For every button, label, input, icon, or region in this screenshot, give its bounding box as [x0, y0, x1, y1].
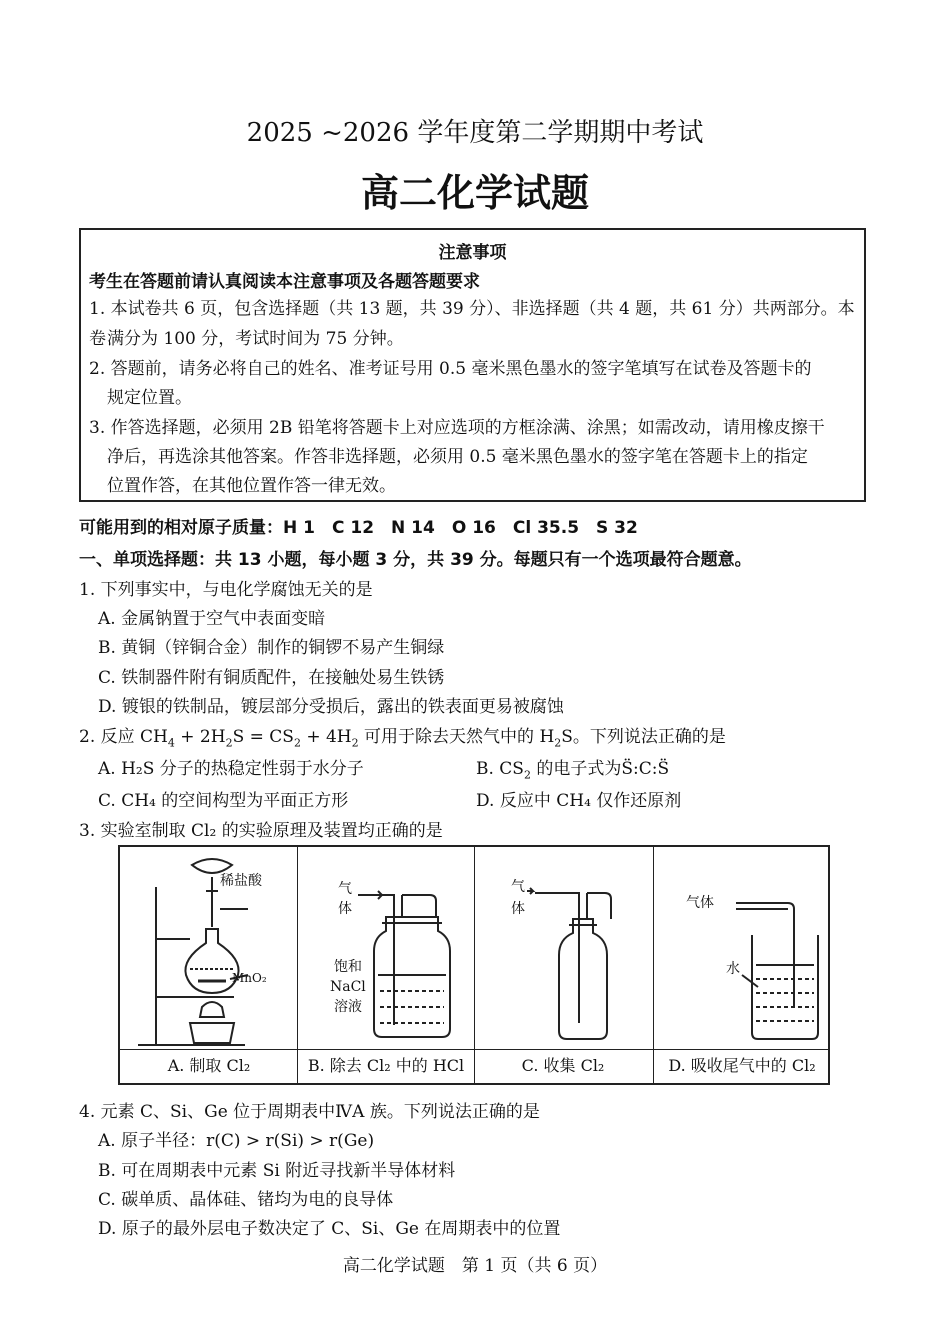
notice-item-2-line2: 规定位置。 [107, 388, 192, 408]
caption-d: D. 吸收尾气中的 Cl₂ [668, 1056, 816, 1075]
q4-option-d: D. 原子的最外层电子数决定了 C、Si、Ge 在周期表中的位置 [98, 1219, 561, 1239]
q3-apparatus-figure [118, 845, 830, 1085]
q2-stem: 2. 反应 $CH_4 + 2H_2S = CS_2 + 4H_2$ 可用于除去天然气中的 $H_2S$。下列说法正确的是 [79, 727, 726, 750]
q1-option-d: D. 镀银的铁制品，镀层部分受损后，露出的铁表面更易被腐蚀 [98, 697, 564, 717]
svg-text:体: 体 [338, 901, 352, 917]
q1-stem: 1. 下列事实中，与电化学腐蚀无关的是 [79, 580, 373, 600]
page-footer: 高二化学试题 第 1 页（共 6 页） [342, 1256, 608, 1276]
svg-text:溶液: 溶液 [334, 999, 362, 1015]
label-mno2: MnO₂ [232, 971, 267, 985]
q4-stem: 4. 元素 C、Si、Ge 位于周期表中ⅣA 族。下列说法正确的是 [79, 1102, 540, 1122]
exam-title: 2025 ~2026 学年度第二学期期中考试 [246, 118, 704, 148]
svg-text:气体: 气体 [686, 895, 714, 911]
caption-b: B. 除去 Cl₂ 中的 HCl [307, 1056, 465, 1075]
subject-title: 高二化学试题 [360, 170, 589, 215]
apparatus-b-drawing [298, 847, 474, 1049]
q2-option-b: B. $CS_2$ 的电子式为S̈:C:S̈ [476, 759, 670, 782]
notice-item-1-line2: 满分为 100 分，考试时间为 75 分钟。 [107, 329, 404, 349]
notice-box [79, 228, 866, 502]
cs2-electron-formula: S̈:C:S̈ [621, 759, 670, 779]
q2-option-a: A. H₂S 分子的热稳定性弱于水分子 [98, 759, 364, 779]
svg-text:饱和: 饱和 [334, 959, 362, 975]
notice-item-3-line2: 净后，再选涂其他答案。作答非选择题，必须用 0.5 毫米黑色墨水的签字笔在答题卡上的指定 [107, 447, 808, 467]
atomic-masses: 可能用到的相对原子质量：H 1 C 12 N 14 O 16 Cl 35.5 S 32 [79, 518, 638, 538]
q4-option-b: B. 可在周期表中元素 Si 附近寻找新半导体材料 [98, 1161, 456, 1181]
label-dilute-hcl: 稀盐酸 [220, 873, 262, 889]
apparatus-c-drawing [475, 847, 653, 1049]
svg-text:水: 水 [726, 961, 740, 977]
caption-c: C. 收集 Cl₂ [521, 1056, 605, 1075]
section-heading: 一、单项选择题：共 13 小题，每小题 3 分，共 39 分。每题只有一个选项最符合题意。 [79, 550, 752, 570]
q1-option-a: A. 金属钠置于空气中表面变暗 [98, 609, 326, 629]
apparatus-a-drawing [120, 847, 297, 1049]
q1-option-b: B. 黄铜（锌铜合金）制作的铜锣不易产生铜绿 [98, 638, 445, 658]
q1-option-c: C. 铁制器件附有铜质配件，在接触处易生铁锈 [98, 668, 445, 688]
q4-option-a: A. 原子半径：r(C) > r(Si) > r(Ge) [98, 1131, 375, 1151]
q2-option-d: D. 反应中 CH₄ 仅作还原剂 [476, 791, 682, 811]
q3-stem: 3. 实验室制取 Cl₂ 的实验原理及装置均正确的是 [79, 821, 443, 841]
q2-option-c: C. CH₄ 的空间构型为平面正方形 [98, 791, 349, 811]
svg-text:NaCl: NaCl [330, 979, 366, 995]
notice-item-2-line1: 2. 答题前，请务必将自己的姓名、准考证号用 0.5 毫米黑色墨水的签字笔填写在试卷及答题卡的 [89, 359, 812, 379]
q4-option-c: C. 碳单质、晶体硅、锗均为电的良导体 [98, 1190, 394, 1210]
svg-text:气: 气 [511, 879, 525, 895]
svg-text:气: 气 [338, 881, 352, 897]
notice-item-1-line1: 1. 本试卷共 6 页，包含选择题（共 13 题，共 39 分）、非选择题（共 4 题，共 61 分）共两部分。本卷 [89, 299, 855, 349]
notice-subheading: 考生在答题前请认真阅读本注意事项及各题答题要求 [89, 272, 480, 292]
notice-item-3-line3: 位置作答，在其他位置作答一律无效。 [107, 476, 396, 496]
caption-a: A. 制取 Cl₂ [167, 1056, 251, 1075]
svg-text:体: 体 [511, 901, 525, 917]
notice-heading: 注意事项 [438, 243, 507, 263]
notice-item-3-line1: 3. 作答选择题，必须用 2B 铅笔将答题卡上对应选项的方框涂满、涂黑；如需改动，请用橡皮擦干 [89, 418, 825, 438]
apparatus-d-drawing [654, 847, 830, 1049]
